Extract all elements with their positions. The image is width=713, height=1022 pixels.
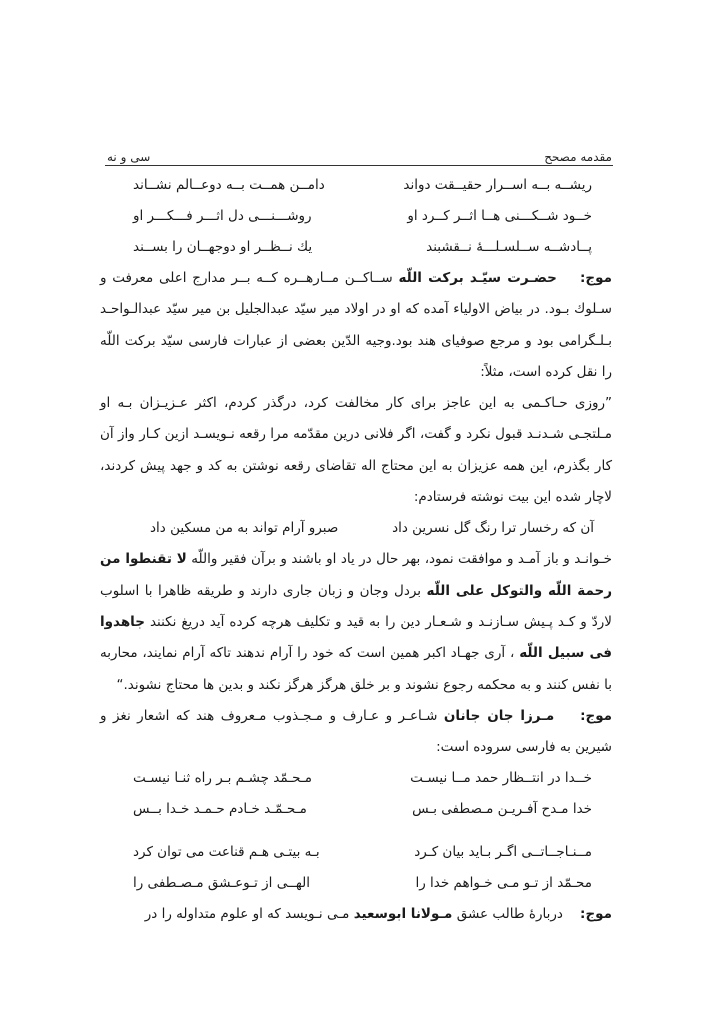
page-body [100,170,612,931]
entry-paragraph [100,899,612,930]
hemistich: الهــی از تـوعـشق مـصـطفی را [133,875,310,892]
hemistich: روشـــنـــی دل اثـــر فـــکـــر او [133,208,312,224]
hemistich: خــود شــکـــنی هــا اثــر کــرد او [407,208,592,224]
paragraph-text: شـاعـر و عـارف و مـجـذوب مـعروف هند که اشعار نغز و شیرین به فارسی سروده است: [100,707,612,756]
entry-label: موج: [580,270,612,286]
page-number: سی و نه [107,150,151,164]
header-rule [105,165,613,166]
poem-couplet [100,837,612,868]
quotation-paragraph [100,544,612,700]
hemistich: صبرو آرام تواند به من مسکین داد [150,520,339,537]
header-section-title: مقدمه مصحح [544,150,612,164]
quranic-phrase: جاهدوا فی سبیل اللّه [100,613,612,662]
hemistich: ریشــه بــه اســرار حقیــقت دواند [403,177,592,193]
poem-couplet [100,201,612,232]
hemistich: آن که رخسار ترا رنگ گل نسرین داد [392,520,594,537]
paragraph-text: دربارهٔ طالب عشق [456,906,563,923]
hemistich: یك نــظــر او دوجهــان را بســند [133,239,313,255]
poem-couplet [100,763,612,794]
paragraph-text: مـی نـویسد که او علوم متداوله را در [144,906,350,923]
paragraph-text: بردل وجان و زبان جاری دارند و طریقه ظاهرا با اسلوب لاردّ و کـد پـیش سـازنـد و شـعـار دین را به قید و تکلیف هرچه کرده آید دریغ نکنند [100,582,612,630]
hemistich: دامــن همــت بــه دوعــالم نشــاند [133,177,325,193]
person-name: حضـرت سیّـد برکت اللّه [398,270,557,286]
hemistich: بـه بیتـی هـم قناعت می توان کرد [133,844,320,861]
inline-verse [100,513,612,544]
hemistich: مــنـاجــاتــی اگـر بـاید بیان کـرد [414,844,592,861]
stanza-gap [100,825,612,837]
poem-couplet [100,868,612,899]
paragraph-text: ســاکــن مــارهــره کــه بــر مدارج اعلی معرفت و سـلوك بـود. در بیاض الاولیاء آمده که او در اولاد میر سیّد عبدالجلیل بن میر سیّد عبدالـواحـد بـلـگرامی بود و مرجع صوفیای هند بود.وجیه الدّین بعضی از عبارات فارسی سیّد برکت اللّه را نقل کرده است، مثلاً: [100,270,612,380]
entry-label: موج: [580,707,613,724]
entry-label: موج: [580,906,612,923]
poem-couplet [100,232,612,263]
poem-block-3 [100,837,612,899]
poem-block-1 [100,170,612,263]
hemistich: خــدا در انتــظار حمد مــا نیسـت [410,770,592,787]
poem-couplet [100,170,612,201]
hemistich: مـحـمّـد خـادم حـمـد خـدا بــس [133,801,307,818]
hemistich: محـمّد از تـو مـی خـواهم خدا را [415,875,592,892]
hemistich: خدا مـدح آفـریـن مـصطفی بـس [412,801,592,818]
hemistich: پــادشــه ســلسـلـــهٔ نــقشبند [426,239,592,255]
poem-couplet [100,794,612,825]
paragraph-text: خـوانـد و باز آمـد و موافقت نمود، بهر حال در یاد او باشند و برآن فقیر واللّه [191,551,613,568]
paragraph-text: ، آری جهـاد اکبر همین است که خود را آرام ندهند تاکه آرام نمایند، محاربه با نفس کنند و به محکمه رجوع نشوند و بر خلق هرگز هرگز نکند و بدین ها محتاج نشوند.“ [100,645,612,693]
entry-paragraph [100,701,612,764]
paragraph-text: ”روزی حـاکـمی به این عاجز برای کار مخالفت کرد، درگذر کردم، اکثر عـزیـزان بـه او مـلتجـی شـدنـد قبول نکرد و گفت، اگر فلانی درین مقدّمه مرا رقعه نـویسـد ازین کـار واز آن کار بگذرم، این همه عزیزان به این محتاج اله تقاضای رقعه نوشتن به کد و جهد پیش کردند، لاچار شده این بیت نوشته فرستادم: [100,395,612,506]
quotation-paragraph [100,388,612,513]
hemistich: مـحـمّد چشـم بـر راه ثنـا نیسـت [133,770,313,787]
person-name: مـولانا ابوسعید [353,906,453,923]
poem-block-2 [100,763,612,825]
entry-paragraph [100,263,612,388]
running-header [107,140,612,164]
person-name: مـرزا جان جانان [443,707,555,724]
quranic-phrase: لا تقنطوا من رحمة اللّه والتوکل علی اللّه [100,551,612,599]
